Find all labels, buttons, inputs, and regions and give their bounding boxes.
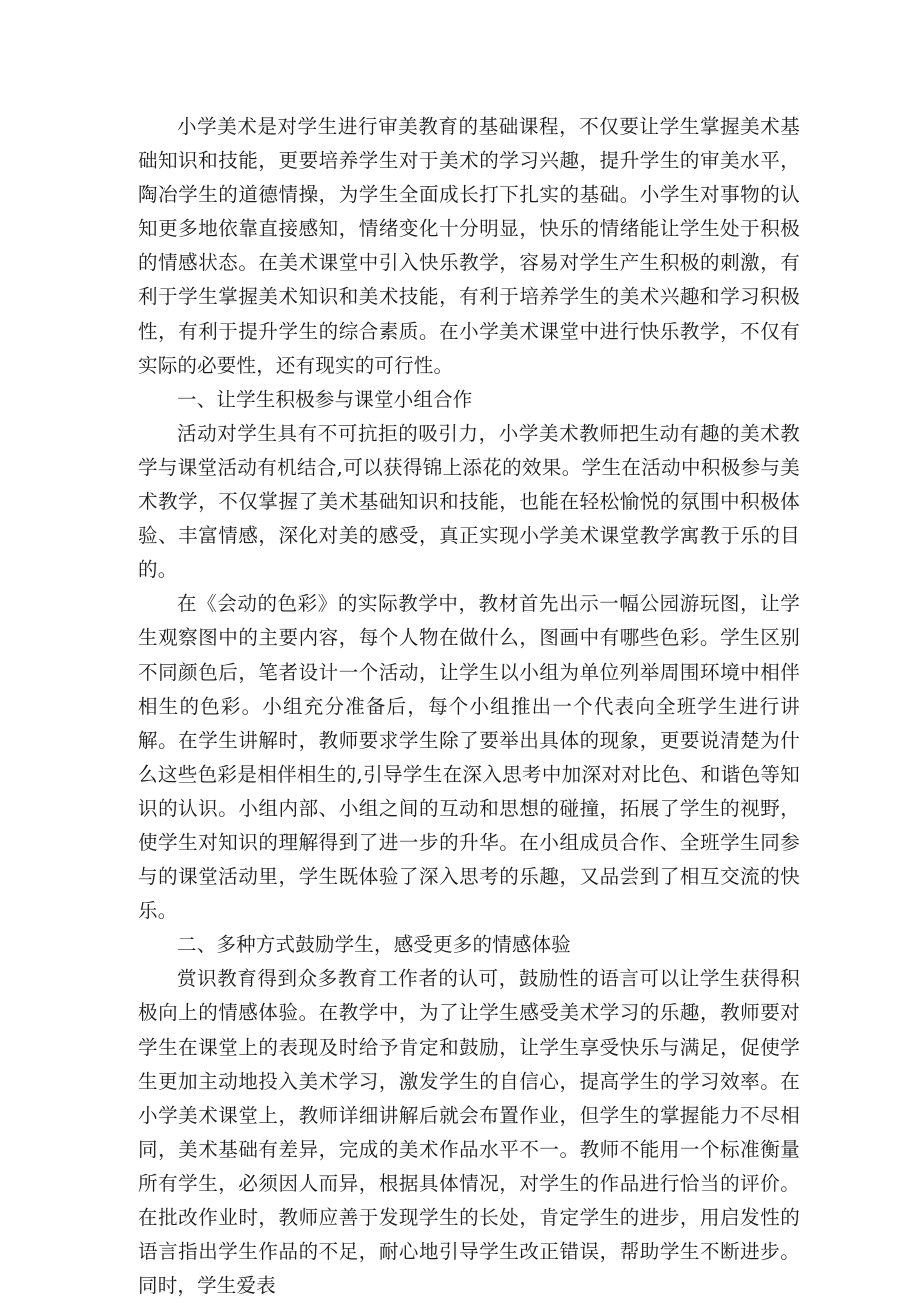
intro-paragraph: 小学美术是对学生进行审美教育的基础课程，不仅要让学生掌握美术基础知识和技能，更要培养学生对于美术的学习兴趣，提升学生的审美水平，陶冶学生的道德情操，为学生全面成长打下扎实的基础。小学生对事物的认知更多地依靠直接感知，情绪变化十分明显，快乐的情绪能让学生处于积极的情感状态。在美术课堂中引入快乐教学，容易对学生产生积极的刺激，有利于学生掌握美术知识和美术技能，有利于培养学生的美术兴趣和学习积极性，有利于提升学生的综合素质。在小学美术课堂中进行快乐教学，不仅有实际的必要性，还有现实的可行性。 — [138, 115, 800, 377]
document-body — [138, 110, 800, 1303]
section-heading-1: 一、让学生积极参与课堂小组合作 — [177, 387, 473, 411]
section-heading-2: 二、多种方式鼓励学生，感受更多的情感体验 — [177, 933, 572, 957]
section-1-paragraph-2: 在《会动的色彩》的实际教学中，教材首先出示一幅公园游玩图，让学生观察图中的主要内容，每个人物在做什么，图画中有哪些色彩。学生区别不同颜色后，笔者设计一个活动，让学生以小组为单位列举周围环境中相伴相生的色彩。小组充分准备后，每个小组推出一个代表向全班学生进行讲解。在学生讲解时，教师要求学生除了要举出具体的现象，更要说清楚为什么这些色彩是相伴相生的,引导学生在深入思考中加深对对比色、和谐色等知识的认识。小组内部、小组之间的互动和思想的碰撞，拓展了学生的视野，使学生对知识的理解得到了进一步的升华。在小组成员合作、全班学生同参与的课堂活动里，学生既体验了深入思考的乐趣，又品尝到了相互交流的快乐。 — [138, 592, 800, 923]
section-1-paragraph-1: 活动对学生具有不可抗拒的吸引力，小学美术教师把生动有趣的美术教学与课堂活动有机结合,可以获得锦上添花的效果。学生在活动中积极参与美术教学，不仅掌握了美术基础知识和技能，也能在轻松愉悦的氛围中积极体验、丰富情感，深化对美的感受，真正实现小学美术课堂教学寓教于乐的目的。 — [138, 421, 800, 582]
section-2-paragraph-1: 赏识教育得到众多教育工作者的认可，鼓励性的语言可以让学生获得积极向上的情感体验。在教学中，为了让学生感受美术学习的乐趣，教师要对学生在课堂上的表现及时给予肯定和鼓励，让学生享受快乐与满足，促使学生更加主动地投入美术学习，激发学生的自信心，提高学生的学习效率。在小学美术课堂上，教师详细讲解后就会布置作业，但学生的掌握能力不尽相同，美术基础有差异，完成的美术作品水平不一。教师不能用一个标准衡量所有学生，必须因人而异，根据具体情况，对学生的作品进行恰当的评价。在批改作业时，教师应善于发现学生的长处，肯定学生的进步，用启发性的语言指出学生作品的不足，耐心地引导学生改正错误，帮助学生不断进步。同时，学生爱表 — [138, 967, 800, 1298]
